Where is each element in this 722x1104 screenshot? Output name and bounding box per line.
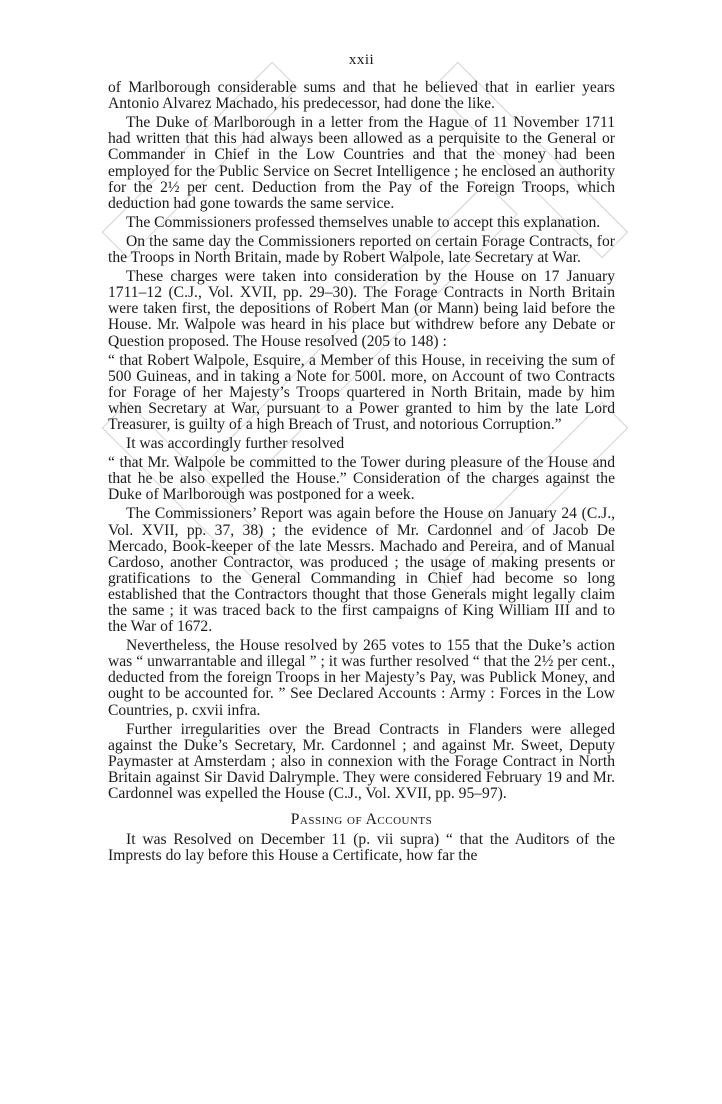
page-number: xxii xyxy=(348,52,375,68)
paragraph-11: Further irregularities over the Bread Contracts in Flanders were alleged against the Duke’s Secretary, Mr. Cardonnel ; and against Mr. Sweet, Deputy Paymaster at Amsterdam ; also in connexion with the Forage Contract in North Britain against Sir David Dalrymple. They were considered February 19 and Mr. Cardonnel was expelled the House (C.J., Vol. XVII, pp. 95–97). xyxy=(108,720,615,803)
paragraph-10: Nevertheless, the House resolved by 265 votes to 155 that the Duke’s action was “ unwarrantable and illegal ” ; it was further resolved “ that the 2½ per cent., deducted from the foreign Troops in her Majesty’s Pay, was Publick Money, and ought to be accounted for. ” See Declared Accounts : Army : Forces in the Low Countries, p. cxvii infra. xyxy=(108,637,615,719)
paragraph-6-resolution: “ that Robert Walpole, Esquire, a Member of this House, in receiving the sum of 500 Guineas, and in taking a Note for 500l. more, on Account of two Contracts for Forage of her Majesty’s Troops quartered in North Britain, made by him when Secretary at War, pursuant to a Power granted to him by the late Lord Treasurer, is guilty of a high Breach of Trust, and notorious Corruption.” xyxy=(108,351,615,433)
final-paragraph: It was Resolved on December 11 (p. vii supra) “ that the Auditors of the Imprests do lay before this House a Certificate, how far the xyxy=(108,831,615,865)
paragraph-4: On the same day the Commissioners reported on certain Forage Contracts, for the Troops in North Britain, made by Robert Walpole, late Secretary at War. xyxy=(108,232,615,267)
paragraph-2: The Duke of Marlborough in a letter from the Hague of 11 November 1711 had written that this had always been allowed as a perquisite to the General or Commander in Chief in the Low Countries and that the money had been employed for the Public Service on Secret Intelligence ; he enclosed an authority for the 2½ per cent. Deduction from the Pay of the Foreign Troops, which deduction had gone towards the same service. xyxy=(108,114,615,212)
paragraph-5: These charges were taken into consideration by the House on 17 January 1711–12 (C.J., Vol. XVII, pp. 29–30). The Forage Contracts in North Britain were taken first, the depositions of Robert Man (or Mann) being laid before the House. Mr. Walpole was heard in his place but withdrew before any Debate or Question proposed. The House resolved (205 to 148) : xyxy=(108,268,615,350)
paragraph-8-resolution: “ that Mr. Walpole be committed to the Tower during pleasure of the House and that he be also expelled the House.” Consideration of the charges against the Duke of Marlborough was postponed for a week. xyxy=(108,454,615,504)
section-heading: Passing of Accounts xyxy=(290,811,433,829)
paragraph-3: The Commissioners professed themselves unable to accept this explanation. xyxy=(126,213,601,231)
paragraph-1: of Marlborough considerable sums and that he believed that in earlier years Antonio Alvarez Machado, his predecessor, had done the like. xyxy=(108,79,615,113)
paragraph-7: It was accordingly further resolved xyxy=(126,435,345,453)
document-page xyxy=(108,52,615,867)
paragraph-9: The Commissioners’ Report was again before the House on January 24 (C.J., Vol. XVII, pp. 37, 38) ; the evidence of Mr. Cardonnel and of Jacob De Mercado, Book-keeper of the late Messrs. Machado and Pereira, and of Manual Cardoso, another Contractor, was produced ; the usage of making presents or gratifications to the General Commanding in Chief had become so long established that the Contractors thought that those Generals might legally claim the same ; it was traced back to the first campaigns of King William III and to the War of 1672. xyxy=(108,505,615,636)
